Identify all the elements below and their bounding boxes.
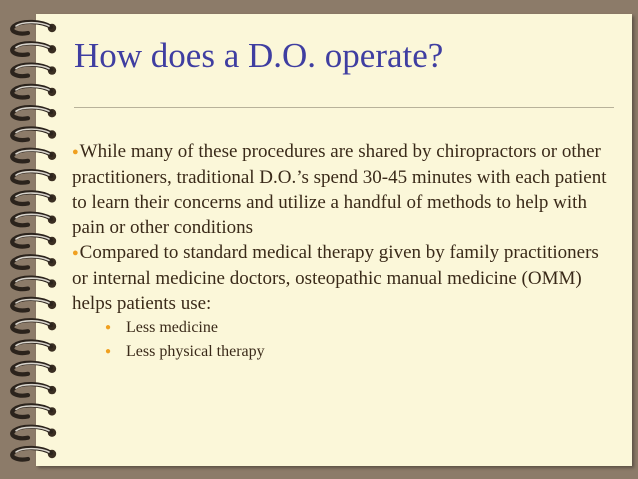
spiral-ring-icon [12,65,56,77]
spiral-ring-icon [12,278,56,290]
sub-bullet-item-2 [72,340,612,364]
spiral-ring-icon [12,128,56,140]
spiral-ring-icon [12,448,56,460]
spiral-ring-icon [12,341,56,353]
bullet-dot-icon: ● [72,146,79,158]
spiral-ring-icon [12,214,56,226]
spiral-ring-icon [12,171,56,183]
spiral-ring-icon [12,43,56,55]
bullet-text: Compared to standard medical therapy given by family practitioners or internal medicine doctors, osteopathic manual medicine (OMM) helps patients use: [72,242,599,314]
spiral-ring-icon [12,22,56,34]
bullet-item-2 [72,240,612,316]
spiral-ring-icon [12,384,56,396]
spiral-binding-icon [0,0,70,479]
slide-body [72,139,612,364]
bullet-text: While many of these procedures are shared by chiropractors or other practitioners, traditional D.O.’s spend 30-45 minutes with each patient to learn their concerns and utilize a handful of methods to help with pain or other conditions [72,141,607,238]
spiral-ring-icon [12,192,56,204]
bullet-dot-icon: ● [105,346,112,357]
sub-bullet-list [72,316,612,364]
spiral-ring-icon [12,363,56,375]
bullet-dot-icon: ● [72,247,79,259]
spiral-ring-icon [12,405,56,417]
bullet-dot-icon: ● [105,322,112,333]
bullet-item-1 [72,139,612,240]
spiral-ring-icon [12,427,56,439]
sub-bullet-text: Less physical therapy [126,343,265,360]
spiral-ring-icon [12,150,56,162]
spiral-ring-icon [12,299,56,311]
slide-title: How does a D.O. operate? [74,36,444,75]
spiral-ring-icon [12,256,56,268]
spiral-ring-icon [12,86,56,98]
sub-bullet-item-1 [72,316,612,340]
spiral-ring-icon [12,107,56,119]
spiral-ring-icon [12,320,56,332]
title-divider [74,107,614,108]
sub-bullet-text: Less medicine [126,319,218,336]
spiral-ring-icon [12,235,56,247]
